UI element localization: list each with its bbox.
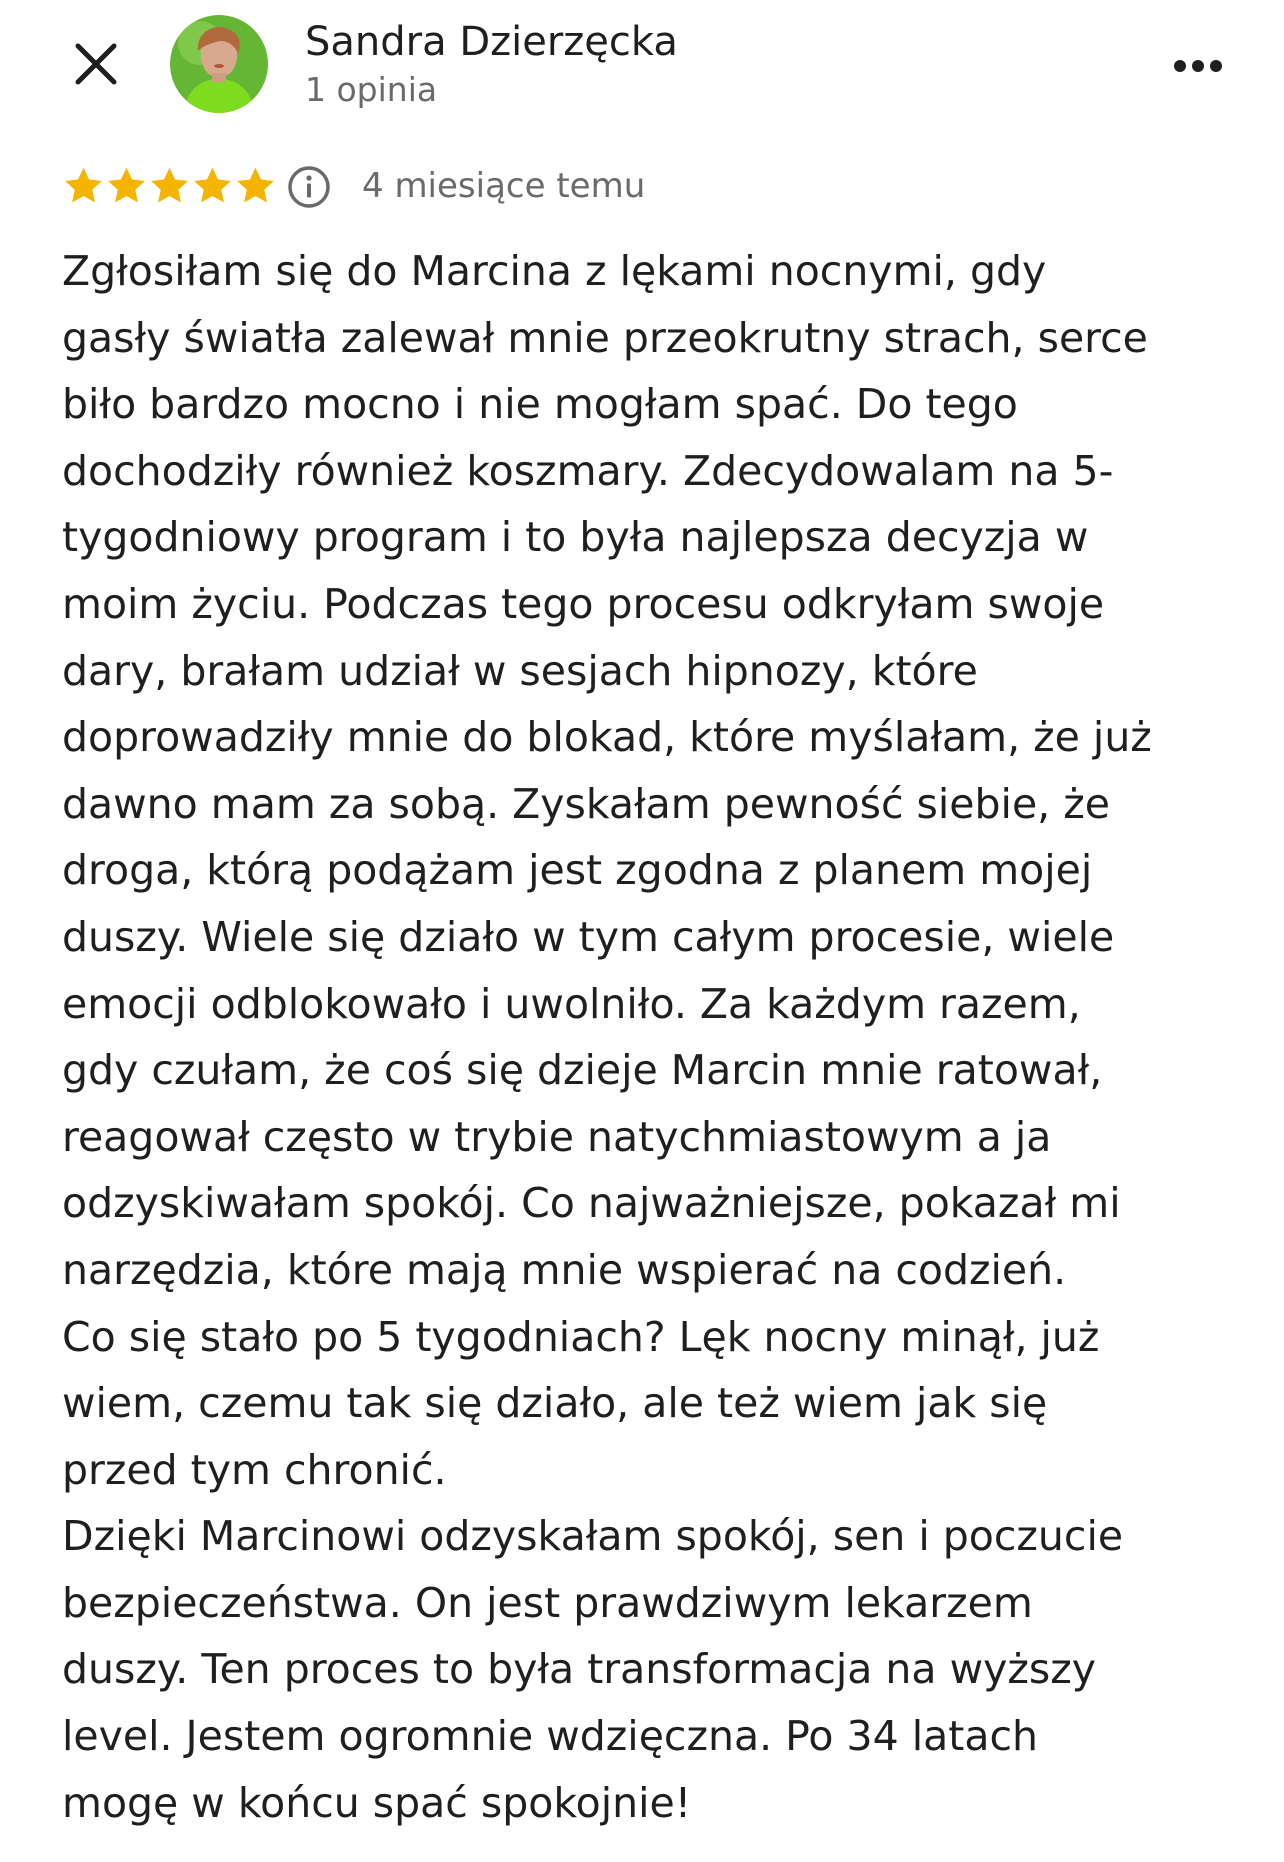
review-text-line: moim życiu. Podczas tego procesu odkryłam swoje (62, 579, 1105, 628)
avatar-photo (170, 15, 268, 113)
review-text-line: biło bardzo mocno i nie mogłam spać. Do tego (62, 380, 1018, 429)
review-text-line: Dzięki Marcinowi odzyskałam spokój, sen i poczucie (62, 1512, 1124, 1561)
author-name[interactable]: Sandra Dzierzęcka (305, 19, 678, 65)
star-icon (62, 164, 105, 208)
author-review-count: 1 opinia (305, 70, 438, 109)
review-text-line: gasły światła zalewał mnie przeokrutny strach, serce (62, 313, 1148, 362)
review-text-line: duszy. Wiele się działo w tym całym procesie, wiele (62, 912, 1115, 961)
review-text-line: level. Jestem ogromnie wdzięczna. Po 34 latach (62, 1712, 1038, 1761)
review-text-line: duszy. Ten proces to była transformacja na wyższy (62, 1645, 1097, 1694)
review-text-line: reagował często w trybie natychmiastowym a ja (62, 1112, 1052, 1161)
star-icon (105, 164, 148, 208)
review-header (0, 0, 1284, 130)
info-button[interactable] (286, 164, 332, 210)
review-text-line: mogę w końcu spać spokojnie! (62, 1778, 692, 1827)
close-button[interactable] (70, 38, 122, 90)
review-text-line: gdy czułam, że coś się dzieje Marcin mnie ratował, (62, 1046, 1103, 1095)
review-text-line: dawno mam za sobą. Zyskałam pewność siebie, że (62, 779, 1110, 828)
review-text-line: Co się stało po 5 tygodniach? Lęk nocny minął, już (62, 1312, 1100, 1361)
review-text-line: dary, brałam udział w sesjach hipnozy, które (62, 646, 978, 695)
rating-row (62, 160, 1222, 214)
review-text-line: wiem, czemu tak się działo, ale też wiem jak się (62, 1379, 1048, 1428)
avatar[interactable] (170, 15, 268, 113)
close-icon (70, 38, 122, 90)
review-text-line: przed tym chronić. (62, 1445, 447, 1494)
star-icon (148, 164, 191, 208)
info-icon (286, 164, 332, 210)
review-text-line: bezpieczeństwa. On jest prawdziwym lekarzem (62, 1578, 1033, 1627)
review-text-line: odzyskiwałam spokój. Co najważniejsze, pokazał mi (62, 1179, 1121, 1228)
star-icon (191, 164, 234, 208)
review-text-line: narzędzia, które mają mnie wspierać na codzień. (62, 1245, 1067, 1294)
review-text-line: doprowadziły mnie do blokad, które myślałam, że już (62, 713, 1152, 762)
star-rating (62, 164, 277, 208)
review-text-line: emocji odblokowało i uwolniło. Za każdym razem, (62, 979, 1081, 1028)
review-text-line: Zgłosiłam się do Marcina z lękami nocnymi, gdy (62, 247, 1047, 295)
review-text-line: dochodziły również koszmary. Zdecydowalam na 5- (62, 446, 1114, 495)
review-text (62, 238, 1242, 1836)
more-horizontal-icon (1168, 46, 1228, 86)
review-date: 4 miesiące temu (362, 166, 646, 206)
review-text-line: droga, którą podążam jest zgodna z planem mojej (62, 846, 1093, 895)
star-icon (234, 164, 277, 208)
review-text-line: tygodniowy program i to była najlepsza decyzja w (62, 513, 1089, 562)
more-options-button[interactable] (1168, 46, 1228, 86)
